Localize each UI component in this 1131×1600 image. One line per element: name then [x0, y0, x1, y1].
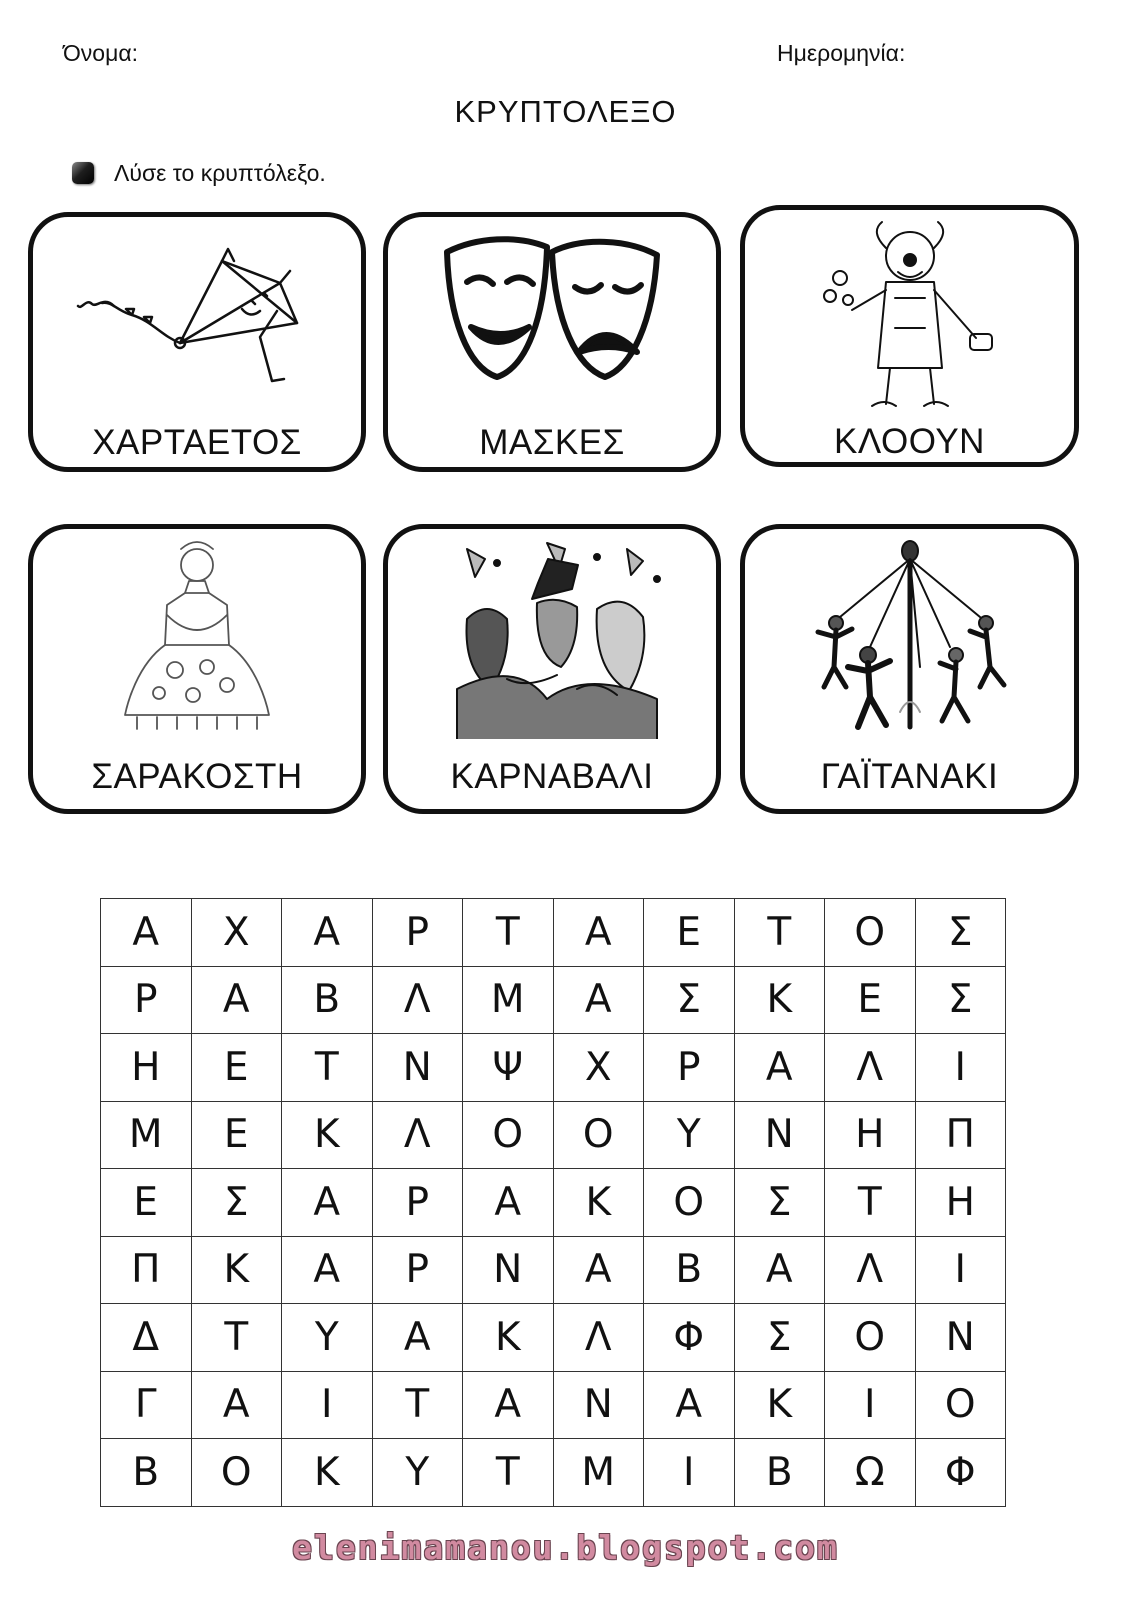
grid-cell[interactable]: Ψ [463, 1034, 554, 1102]
grid-cell[interactable]: Ο [553, 1101, 644, 1169]
grid-cell[interactable]: Π [915, 1101, 1006, 1169]
grid-row [101, 1236, 1006, 1304]
maypole-dance-icon [800, 537, 1020, 737]
grid-cell[interactable]: Κ [282, 1439, 373, 1507]
grid-cell[interactable]: Χ [553, 1034, 644, 1102]
grid-cell[interactable]: Τ [191, 1304, 282, 1372]
grid-cell[interactable]: Μ [463, 966, 554, 1034]
card-label: ΚΛΟΟΥΝ [834, 422, 985, 461]
grid-cell[interactable]: Ν [463, 1236, 554, 1304]
grid-cell[interactable]: Τ [463, 899, 554, 967]
grid-cell[interactable]: Σ [915, 899, 1006, 967]
grid-cell[interactable]: Τ [734, 899, 825, 967]
grid-cell[interactable]: Τ [282, 1034, 373, 1102]
grid-cell[interactable]: Τ [825, 1169, 916, 1237]
grid-cell[interactable]: Σ [191, 1169, 282, 1237]
grid-cell[interactable]: Ρ [372, 1169, 463, 1237]
grid-cell[interactable]: Ε [825, 966, 916, 1034]
grid-row [101, 1439, 1006, 1507]
card-masks [383, 212, 721, 472]
grid-cell[interactable]: Α [553, 1236, 644, 1304]
date-label: Ημερομηνία: [777, 40, 906, 66]
card-lady-lent [28, 524, 366, 814]
grid-cell[interactable]: Υ [282, 1304, 373, 1372]
grid-cell[interactable]: Ι [915, 1034, 1006, 1102]
grid-cell[interactable]: Κ [553, 1169, 644, 1237]
card-label: ΜΑΣΚΕΣ [479, 423, 625, 462]
grid-cell[interactable]: Κ [282, 1101, 373, 1169]
word-search-grid [100, 898, 1006, 1507]
grid-cell[interactable]: Α [191, 966, 282, 1034]
grid-cell[interactable]: Α [372, 1304, 463, 1372]
grid-row [101, 899, 1006, 967]
grid-cell[interactable]: Κ [734, 966, 825, 1034]
grid-cell[interactable]: Ι [644, 1439, 735, 1507]
grid-cell[interactable]: Ε [191, 1034, 282, 1102]
grid-cell[interactable]: Ν [372, 1034, 463, 1102]
grid-cell[interactable]: Τ [372, 1371, 463, 1439]
grid-cell[interactable]: Μ [101, 1101, 192, 1169]
grid-cell[interactable]: Π [101, 1236, 192, 1304]
grid-cell[interactable]: Α [734, 1034, 825, 1102]
grid-cell[interactable]: Β [282, 966, 373, 1034]
kite-icon [72, 231, 322, 391]
grid-cell[interactable]: Ν [915, 1304, 1006, 1372]
card-carnival [383, 524, 721, 814]
grid-cell[interactable]: Λ [553, 1304, 644, 1372]
grid-cell[interactable]: Η [825, 1101, 916, 1169]
carnival-crowd-icon [427, 539, 677, 739]
grid-cell[interactable]: Λ [825, 1034, 916, 1102]
grid-cell[interactable]: Ρ [644, 1034, 735, 1102]
grid-cell[interactable]: Α [282, 1236, 373, 1304]
grid-row [101, 1034, 1006, 1102]
grid-cell[interactable]: Ε [101, 1169, 192, 1237]
grid-row [101, 1101, 1006, 1169]
grid-row [101, 1169, 1006, 1237]
grid-cell[interactable]: Α [282, 899, 373, 967]
grid-cell[interactable]: Σ [644, 966, 735, 1034]
grid-cell[interactable]: Ο [644, 1169, 735, 1237]
grid-cell[interactable]: Κ [734, 1371, 825, 1439]
grid-cell[interactable]: Α [463, 1371, 554, 1439]
grid-cell[interactable]: Ε [191, 1101, 282, 1169]
grid-cell[interactable]: Α [463, 1169, 554, 1237]
grid-cell[interactable]: Α [553, 966, 644, 1034]
grid-cell[interactable]: Δ [101, 1304, 192, 1372]
card-label: ΓΑΪΤΑΝΑΚΙ [820, 757, 999, 796]
grid-cell[interactable]: Ν [734, 1101, 825, 1169]
grid-cell[interactable]: Λ [372, 966, 463, 1034]
grid-cell[interactable]: Β [644, 1236, 735, 1304]
grid-cell[interactable]: Φ [915, 1439, 1006, 1507]
grid-cell[interactable]: Ε [644, 899, 735, 967]
grid-cell[interactable]: Κ [191, 1236, 282, 1304]
card-label: ΚΑΡΝΑΒΑΛΙ [450, 757, 654, 796]
card-maypole [740, 524, 1079, 814]
grid-cell[interactable]: Α [644, 1371, 735, 1439]
grid-cell[interactable]: Λ [825, 1236, 916, 1304]
grid-cell[interactable]: Ν [553, 1371, 644, 1439]
grid-cell[interactable]: Τ [463, 1439, 554, 1507]
grid-cell[interactable]: Υ [644, 1101, 735, 1169]
grid-cell[interactable]: Ο [463, 1101, 554, 1169]
grid-cell[interactable]: Χ [191, 899, 282, 967]
instruction-text: Λύσε το κρυπτόλεξο. [114, 159, 326, 186]
grid-cell[interactable]: Α [101, 899, 192, 967]
grid-cell[interactable]: Ρ [372, 899, 463, 967]
grid-cell[interactable]: Α [553, 899, 644, 967]
grid-cell[interactable]: Φ [644, 1304, 735, 1372]
grid-row [101, 1371, 1006, 1439]
grid-cell[interactable]: Ι [282, 1371, 373, 1439]
blog-url: elenimamanou.blogspot.com [292, 1528, 839, 1567]
grid-cell[interactable]: Σ [734, 1169, 825, 1237]
card-label: ΣΑΡΑΚΟΣΤΗ [91, 757, 303, 796]
card-clown [740, 205, 1079, 467]
card-kite [28, 212, 366, 472]
grid-row [101, 966, 1006, 1034]
name-label: Όνομα: [63, 40, 139, 66]
grid-cell[interactable]: Ω [825, 1439, 916, 1507]
grid-row [101, 1304, 1006, 1372]
grid-cell[interactable]: Σ [915, 966, 1006, 1034]
grid-cell[interactable]: Α [191, 1371, 282, 1439]
grid-cell[interactable]: Υ [372, 1439, 463, 1507]
grid-cell[interactable]: Κ [463, 1304, 554, 1372]
grid-cell[interactable]: Ο [191, 1439, 282, 1507]
grid-cell[interactable]: Η [101, 1034, 192, 1102]
lady-lent-icon [97, 535, 297, 735]
grid-cell[interactable]: Α [734, 1236, 825, 1304]
grid-cell[interactable]: Β [101, 1439, 192, 1507]
grid-cell[interactable]: Γ [101, 1371, 192, 1439]
grid-cell[interactable]: Ο [825, 899, 916, 967]
card-label: ΧΑΡΤΑΕΤΟΣ [92, 423, 302, 462]
grid-cell[interactable]: Μ [553, 1439, 644, 1507]
page-title: ΚΡΥΠΤΟΛΕΞΟ [454, 94, 677, 129]
grid-cell[interactable]: Β [734, 1439, 825, 1507]
grid-cell[interactable]: Ι [915, 1236, 1006, 1304]
grid-cell[interactable]: Η [915, 1169, 1006, 1237]
instruction [72, 158, 326, 188]
clown-icon [800, 218, 1020, 418]
grid-cell[interactable]: Ο [825, 1304, 916, 1372]
grid-cell[interactable]: Ρ [101, 966, 192, 1034]
grid-cell[interactable]: Ρ [372, 1236, 463, 1304]
square-bullet-icon [72, 162, 94, 184]
grid-cell[interactable]: Σ [734, 1304, 825, 1372]
grid-cell[interactable]: Ι [825, 1371, 916, 1439]
grid-cell[interactable]: Λ [372, 1101, 463, 1169]
theatre-masks-icon [427, 227, 677, 392]
grid-cell[interactable]: Α [282, 1169, 373, 1237]
grid-cell[interactable]: Ο [915, 1371, 1006, 1439]
